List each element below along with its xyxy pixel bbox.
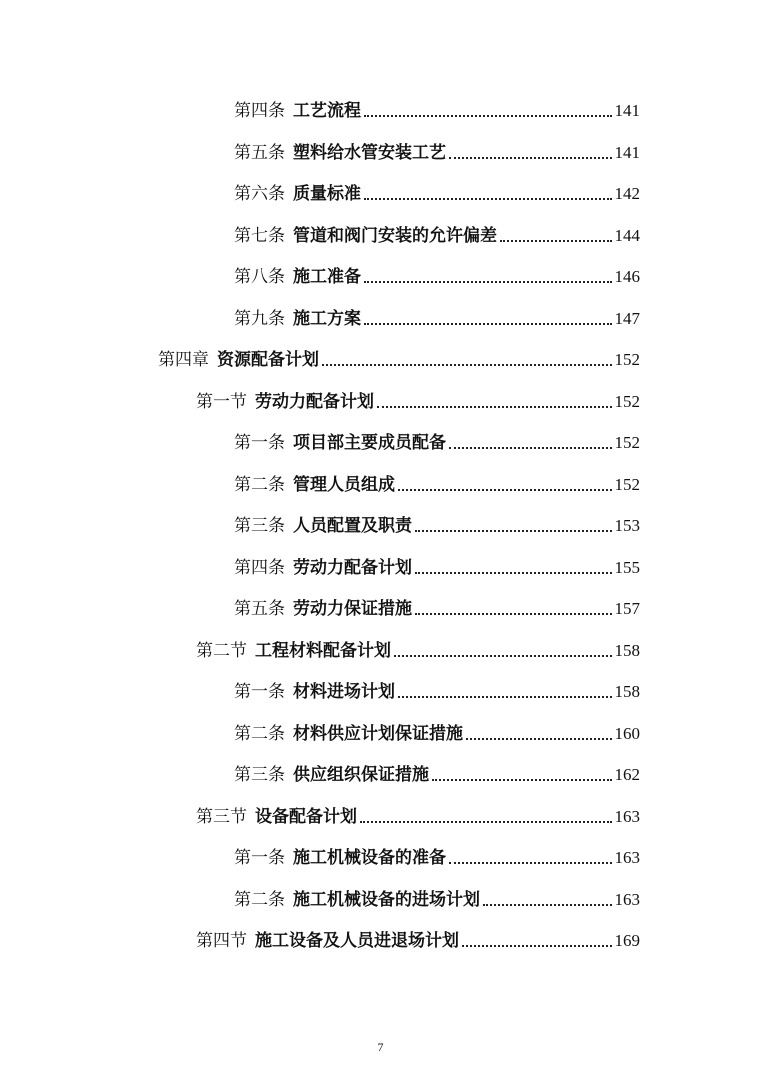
toc-entry-title: 质量标准 (293, 184, 361, 204)
toc-entry[interactable] (234, 843, 640, 869)
toc-entry-page: 153 (614, 516, 640, 535)
toc-entry[interactable] (234, 594, 640, 620)
toc-entry-chapter[interactable] (158, 345, 640, 371)
toc-entry-title: 供应组织保证措施 (293, 765, 429, 785)
toc-entry-page: 152 (614, 433, 640, 452)
toc-entry-section[interactable] (196, 926, 640, 952)
dot-leader (483, 904, 612, 906)
dot-leader (398, 489, 612, 491)
toc-entry-page: 152 (614, 475, 640, 494)
toc-entry-title: 管道和阀门安装的允许偏差 (293, 226, 497, 246)
toc-entry[interactable] (234, 677, 640, 703)
dot-leader (415, 613, 612, 615)
toc-entry-number: 第一条 (234, 848, 285, 868)
toc-entry-number: 第二条 (234, 890, 285, 910)
toc-entry[interactable] (234, 179, 640, 205)
dot-leader (394, 655, 612, 657)
toc-entry-number: 第三节 (196, 807, 247, 827)
toc-entry-section[interactable] (196, 802, 640, 828)
toc-entry-title: 施工准备 (293, 267, 361, 287)
toc-entry-title: 施工机械设备的进场计划 (293, 890, 480, 910)
dot-leader (449, 447, 612, 449)
toc-entry-title: 项目部主要成员配备 (293, 433, 446, 453)
toc-entry-title: 材料供应计划保证措施 (293, 724, 463, 744)
toc-entry-section[interactable] (196, 636, 640, 662)
toc-entry-page: 147 (614, 309, 640, 328)
toc-entry-page: 163 (614, 848, 640, 867)
dot-leader (449, 157, 612, 159)
toc-entry[interactable] (234, 760, 640, 786)
toc-entry-number: 第七条 (234, 226, 285, 246)
toc-entry[interactable] (234, 428, 640, 454)
toc-entry-title: 施工机械设备的准备 (293, 848, 446, 868)
toc-entry-number: 第一条 (234, 682, 285, 702)
toc-entry[interactable] (234, 96, 640, 122)
toc-entry-number: 第二节 (196, 641, 247, 661)
toc-entry-page: 142 (614, 184, 640, 203)
page-number: 7 (377, 1040, 384, 1054)
toc-entry-number: 第九条 (234, 309, 285, 329)
toc-entry-title: 管理人员组成 (293, 475, 395, 495)
toc-entry[interactable] (234, 138, 640, 164)
dot-leader (449, 862, 612, 864)
toc-entry-title: 施工设备及人员进退场计划 (255, 931, 459, 951)
dot-leader (466, 738, 612, 740)
dot-leader (377, 406, 612, 408)
toc-entry[interactable] (234, 262, 640, 288)
toc-entry-page: 152 (614, 392, 640, 411)
toc-entry-title: 工艺流程 (293, 101, 361, 121)
dot-leader (364, 281, 612, 283)
toc-entry-title: 劳动力配备计划 (255, 392, 374, 412)
toc-entry[interactable] (234, 470, 640, 496)
toc-entry-page: 158 (614, 641, 640, 660)
toc-entry[interactable] (234, 511, 640, 537)
toc-entry-number: 第六条 (234, 184, 285, 204)
toc-entry[interactable] (234, 719, 640, 745)
toc-entry-number: 第三条 (234, 765, 285, 785)
toc-entry-title: 劳动力保证措施 (293, 599, 412, 619)
toc-entry-page: 152 (614, 350, 640, 369)
toc-entry[interactable] (234, 885, 640, 911)
dot-leader (415, 572, 612, 574)
toc-entry-number: 第五条 (234, 143, 285, 163)
toc-entry-page: 141 (614, 101, 640, 120)
toc-entry-page: 141 (614, 143, 640, 162)
toc-entry[interactable] (234, 553, 640, 579)
toc-entry[interactable] (234, 221, 640, 247)
toc-entry-title: 施工方案 (293, 309, 361, 329)
dot-leader (398, 696, 612, 698)
toc-entry-number: 第四节 (196, 931, 247, 951)
dot-leader (462, 945, 612, 947)
toc-entry-title: 劳动力配备计划 (293, 558, 412, 578)
toc-entry-page: 158 (614, 682, 640, 701)
toc-entry-number: 第三条 (234, 516, 285, 536)
toc-entry-number: 第一节 (196, 392, 247, 412)
toc-entry-title: 塑料给水管安装工艺 (293, 143, 446, 163)
toc-entry-number: 第四章 (158, 350, 209, 370)
dot-leader (432, 779, 612, 781)
dot-leader (364, 115, 612, 117)
toc-entry-number: 第一条 (234, 433, 285, 453)
toc-entry[interactable] (234, 304, 640, 330)
toc-entry-title: 材料进场计划 (293, 682, 395, 702)
toc-entry-page: 163 (614, 807, 640, 826)
toc-entry-page: 146 (614, 267, 640, 286)
toc-entry-number: 第五条 (234, 599, 285, 619)
toc-entry-number: 第二条 (234, 475, 285, 495)
dot-leader (415, 530, 612, 532)
toc-entry-page: 157 (614, 599, 640, 618)
toc-entry-page: 162 (614, 765, 640, 784)
dot-leader (500, 240, 612, 242)
toc-entry-title: 人员配置及职责 (293, 516, 412, 536)
toc-entry-number: 第四条 (234, 558, 285, 578)
toc-entry-page: 155 (614, 558, 640, 577)
toc-entry-section[interactable] (196, 387, 640, 413)
toc-entry-page: 169 (614, 931, 640, 950)
dot-leader (364, 323, 612, 325)
dot-leader (360, 821, 612, 823)
toc-entry-title: 设备配备计划 (255, 807, 357, 827)
toc-entry-page: 163 (614, 890, 640, 909)
toc-entry-number: 第四条 (234, 101, 285, 121)
toc-entry-page: 160 (614, 724, 640, 743)
toc-entry-title: 工程材料配备计划 (255, 641, 391, 661)
toc-entry-number: 第八条 (234, 267, 285, 287)
dot-leader (322, 364, 612, 366)
dot-leader (364, 198, 612, 200)
toc-entry-title: 资源配备计划 (217, 350, 319, 370)
toc-entry-page: 144 (614, 226, 640, 245)
toc-entry-number: 第二条 (234, 724, 285, 744)
